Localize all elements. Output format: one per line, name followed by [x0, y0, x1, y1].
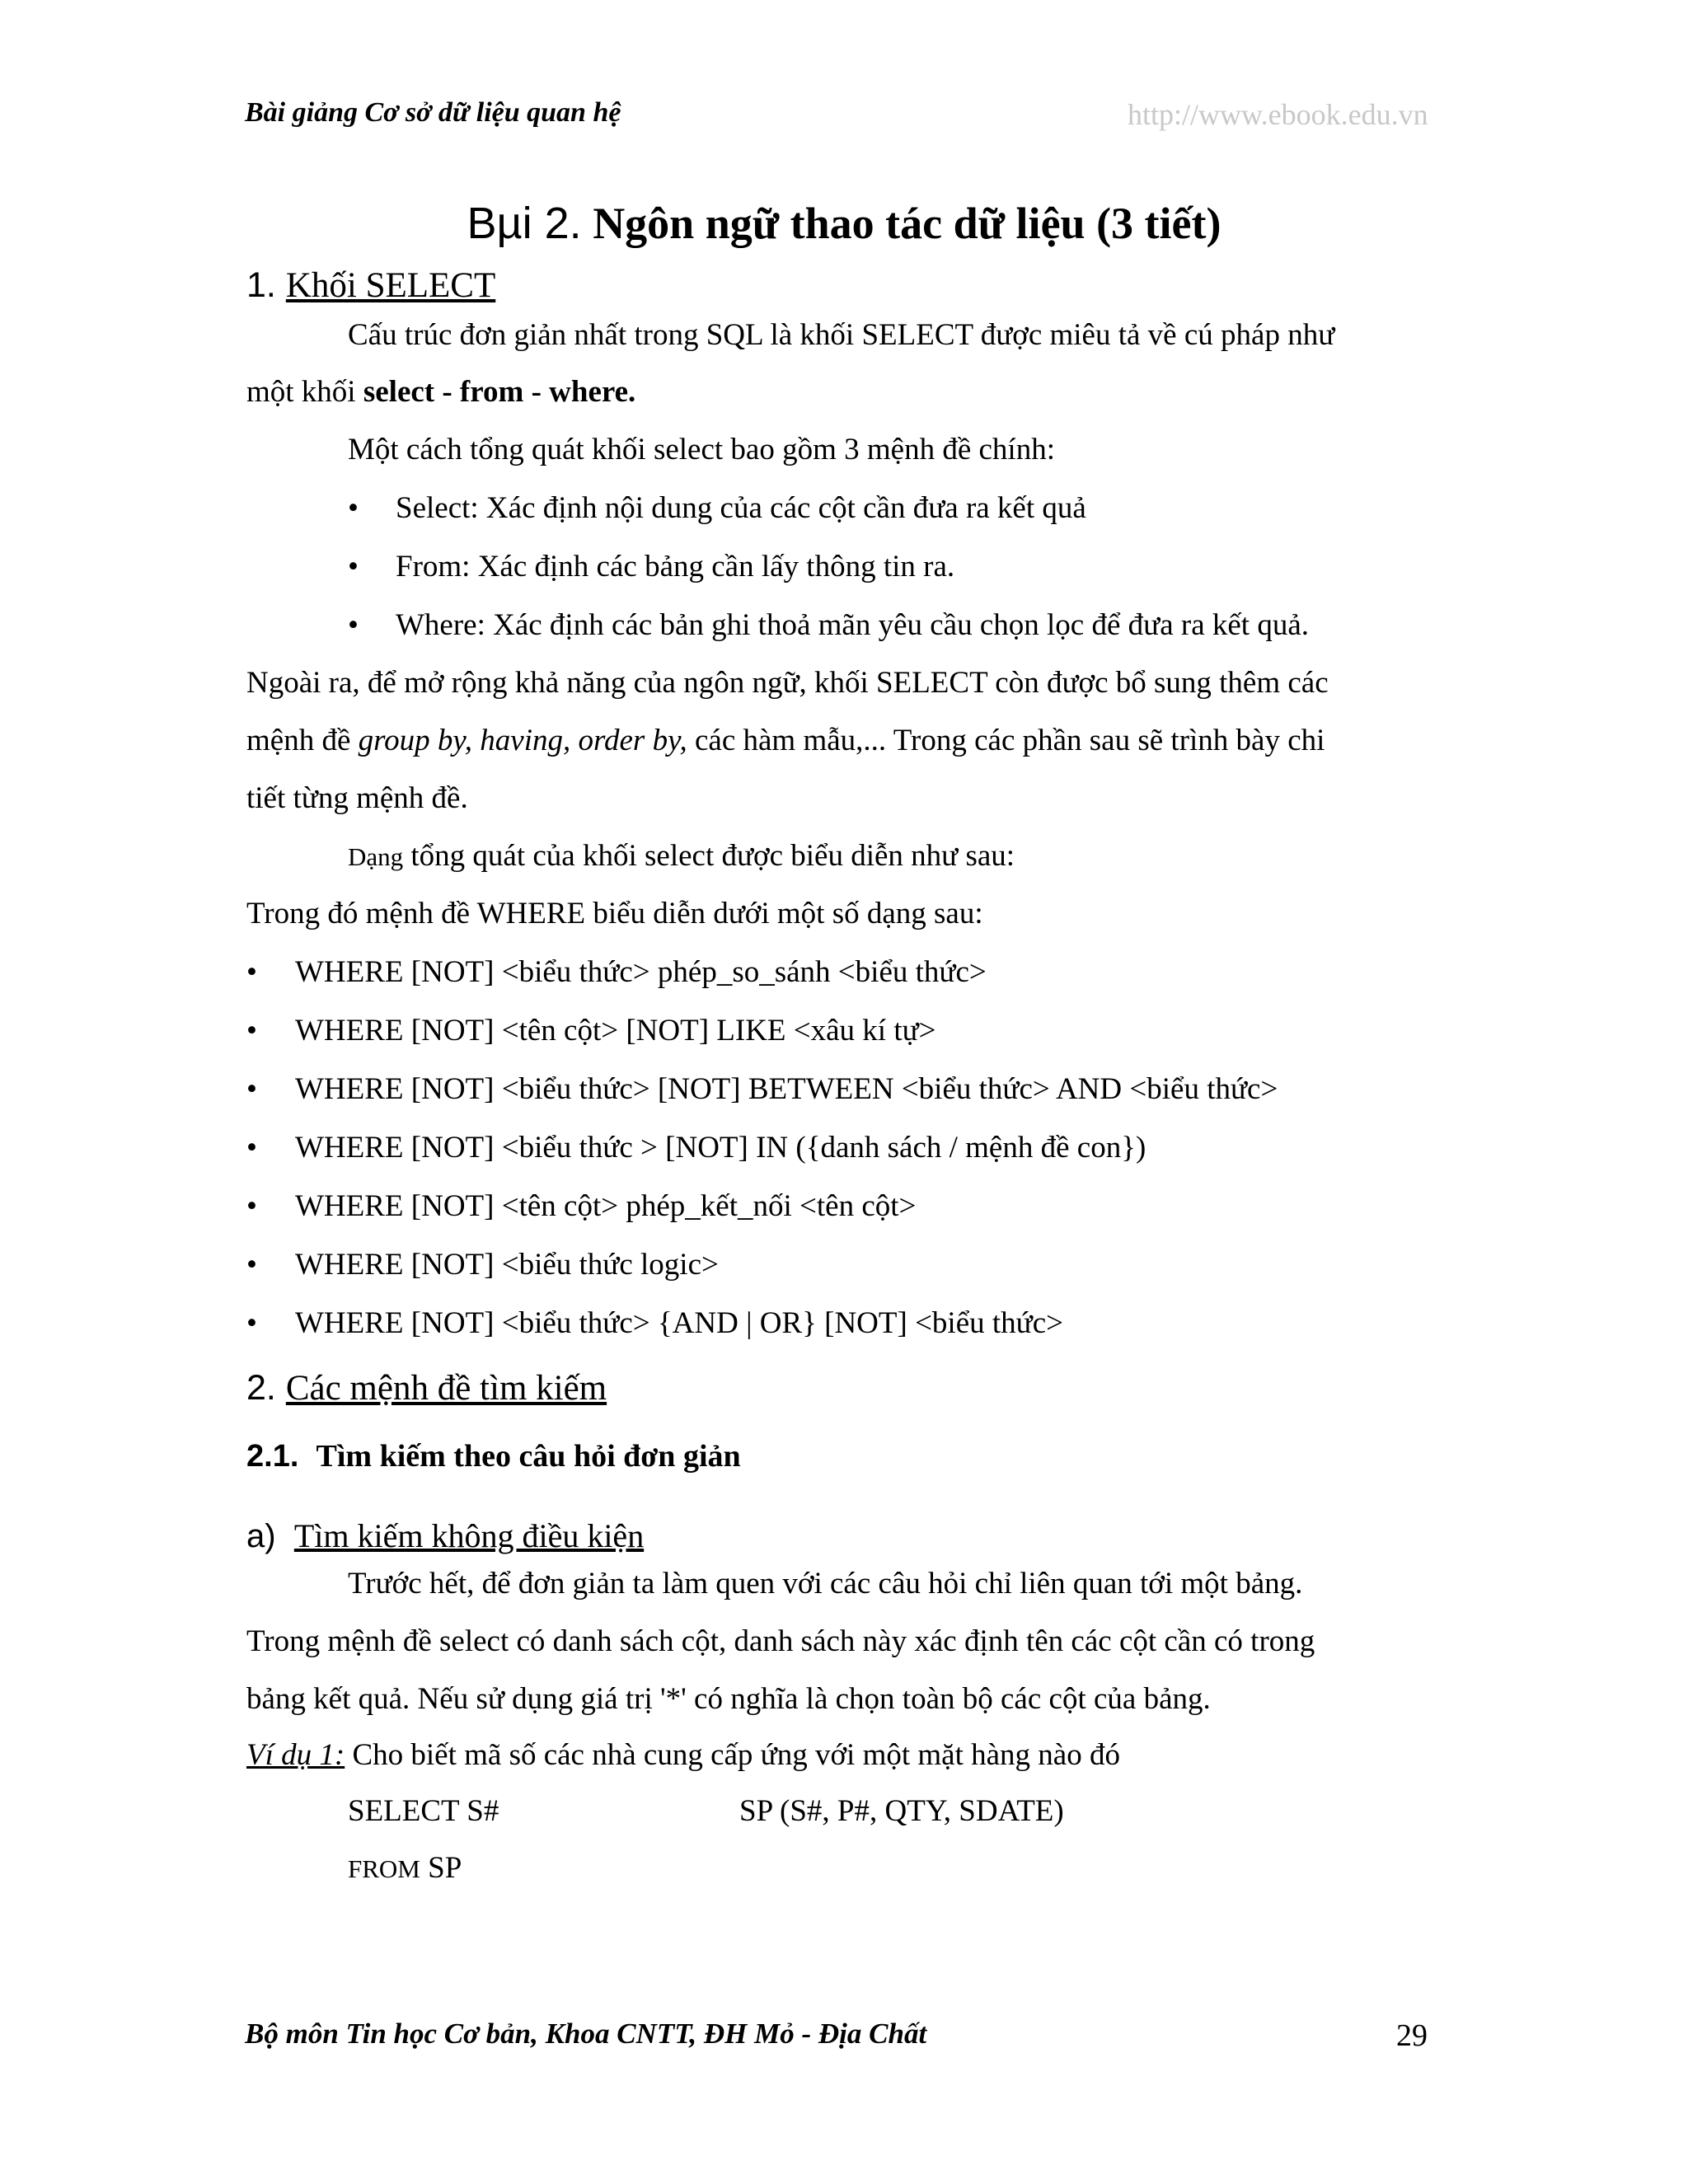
list-item: WHERE [NOT] <tên cột> [NOT] LIKE <xâu kí tự> — [295, 1014, 936, 1047]
subsection-heading — [246, 1438, 741, 1474]
section1-paragraph1-line1: Cấu trúc đơn giản nhất trong SQL là khối SELECT được miêu tả về cú pháp như — [348, 318, 1335, 352]
p1-line2-pre: một khối — [246, 375, 363, 409]
p4-rest: tổng quát của khối select được biểu diễn như sau: — [403, 839, 1015, 873]
section2-heading — [246, 1368, 607, 1408]
p4-small: Dạng — [348, 842, 404, 871]
title-prefix: Bµi 2. — [467, 199, 582, 248]
bullet-icon: • — [348, 491, 359, 525]
p3-line2-italic: group by, having, order by, — [358, 724, 687, 757]
bullet-icon: • — [348, 608, 359, 642]
list-item: WHERE [NOT] <tên cột> phép_kết_nối <tên cột> — [295, 1189, 917, 1223]
bullet-icon: • — [246, 1014, 257, 1047]
code-select: SELECT S# — [348, 1794, 499, 1828]
item-heading — [246, 1516, 644, 1555]
bullet-icon: • — [246, 955, 257, 989]
p3-line2-pre: mệnh đề — [246, 724, 359, 757]
footer-text: Bộ môn Tin học Cơ bản, Khoa CNTT, ĐH Mỏ - Địa Chất — [245, 2018, 927, 2050]
bullet-icon: • — [246, 1248, 257, 1282]
bullet-icon: • — [246, 1131, 257, 1165]
section1-paragraph1-line2 — [246, 374, 635, 410]
section2-number: 2. — [246, 1368, 276, 1408]
p3-line2-post: các hàm mẫu,... Trong các phần sau sẽ trình bày chi — [687, 724, 1325, 757]
list-item: Where: Xác định các bản ghi thoả mãn yêu cầu chọn lọc để đưa ra kết quả. — [396, 608, 1309, 642]
section1-paragraph3-line2 — [246, 723, 1325, 758]
section1-paragraph5: Trong đó mệnh đề WHERE biểu diễn dưới một số dạng sau: — [246, 897, 983, 930]
item-title: Tìm kiếm không điều kiện — [293, 1517, 645, 1554]
bullet-icon: • — [246, 1072, 257, 1106]
bullet-icon: • — [246, 1306, 257, 1340]
section2-title: Các mệnh đề tìm kiếm — [285, 1369, 607, 1408]
header-url: http://www.ebook.edu.vn — [1128, 98, 1428, 131]
section1-heading — [246, 265, 495, 306]
list-item: WHERE [NOT] <biểu thức > [NOT] IN ({danh sách / mệnh đề con}) — [295, 1131, 1146, 1165]
section2-paragraph-line2: Trong mệnh đề select có danh sách cột, danh sách này xác định tên các cột cần có trong — [246, 1624, 1315, 1658]
title-text: Ngôn ngữ thao tác dữ liệu (3 tiết) — [593, 199, 1221, 248]
list-item: WHERE [NOT] <biểu thức> {AND | OR} [NOT] <biểu thức> — [295, 1306, 1064, 1340]
section1-paragraph4 — [348, 838, 1015, 874]
p1-line2-bold: select - from - where. — [363, 375, 636, 409]
code-schema: SP (S#, P#, QTY, SDATE) — [739, 1794, 1064, 1828]
list-item: Select: Xác định nội dung của các cột cần đưa ra kết quả — [396, 491, 1086, 525]
list-item: From: Xác định các bảng cần lấy thông tin ra. — [396, 550, 955, 583]
list-item: WHERE [NOT] <biểu thức> [NOT] BETWEEN <biểu thức> AND <biểu thức> — [295, 1072, 1278, 1106]
example-text: Cho biết mã số các nhà cung cấp ứng với một mặt hàng nào đó — [345, 1738, 1120, 1772]
list-item: WHERE [NOT] <biểu thức> phép_so_sánh <biểu thức> — [295, 955, 987, 989]
page-title — [0, 198, 1688, 249]
example-line — [246, 1737, 1120, 1773]
subsection-number: 2.1. — [246, 1439, 299, 1474]
item-letter: a) — [246, 1518, 276, 1554]
bullet-icon: • — [246, 1189, 257, 1223]
code-from-table: SP — [420, 1851, 462, 1885]
section1-title: Khối SELECT — [285, 266, 496, 305]
example-label: Ví dụ 1: — [246, 1738, 345, 1772]
section1-paragraph2: Một cách tổng quát khối select bao gồm 3 mệnh đề chính: — [348, 433, 1055, 466]
section1-paragraph3-line3: tiết từng mệnh đề. — [246, 781, 468, 815]
code-from — [348, 1850, 462, 1886]
section2-paragraph-line1: Trước hết, để đơn giản ta làm quen với các câu hỏi chỉ liên quan tới một bảng. — [348, 1567, 1303, 1601]
header-title: Bài giảng Cơ sở dữ liệu quan hệ — [245, 97, 621, 128]
section1-paragraph3-line1: Ngoài ra, để mở rộng khả năng của ngôn ngữ, khối SELECT còn được bổ sung thêm các — [246, 666, 1329, 700]
bullet-icon: • — [348, 550, 359, 583]
code-from-keyword: FROM — [348, 1854, 420, 1883]
section2-paragraph-line3: bảng kết quả. Nếu sử dụng giá trị '*' có nghĩa là chọn toàn bộ các cột của bảng. — [246, 1682, 1211, 1716]
section1-number: 1. — [246, 265, 276, 305]
list-item: WHERE [NOT] <biểu thức logic> — [295, 1248, 719, 1282]
page-number: 29 — [1396, 2018, 1428, 2053]
subsection-title: Tìm kiếm theo câu hỏi đơn giản — [316, 1439, 741, 1474]
